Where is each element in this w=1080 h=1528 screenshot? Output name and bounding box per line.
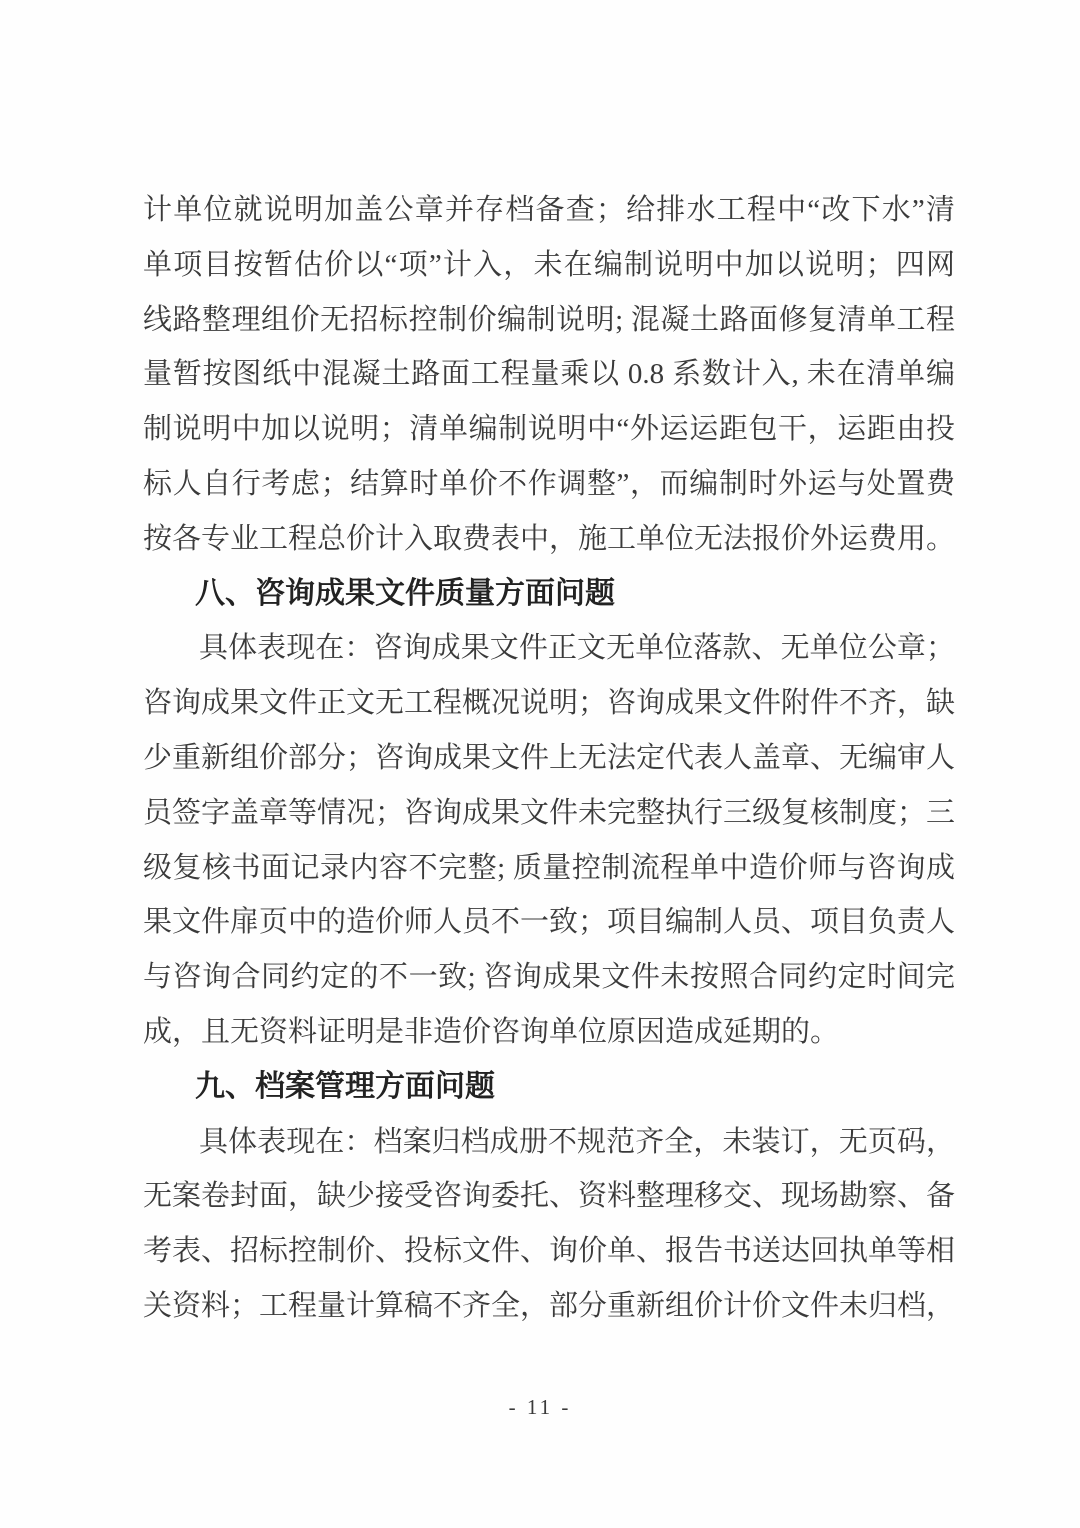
body-line: 果文件扉页中的造价师人员不一致；项目编制人员、项目负责人 <box>143 906 956 939</box>
body-line: 标人自行考虑；结算时单价不作调整”，而编制时外运与处置费 <box>143 467 955 500</box>
body-line: 量暂按图纸中混凝土路面工程量乘以 0.8 系数计入, 未在清单编 <box>143 358 955 391</box>
body-line: 线路整理组价无招标控制价编制说明; 混凝土路面修复清单工程 <box>143 303 955 336</box>
body-line: 级复核书面记录内容不完整; 质量控制流程单中造价师与咨询成 <box>143 851 955 884</box>
body-line: 少重新组价部分；咨询成果文件上无法定代表人盖章、无编审人 <box>143 741 956 774</box>
document-body <box>143 183 955 1334</box>
body-line: 成，且无资料证明是非造价咨询单位原因造成延期的。 <box>143 1015 840 1048</box>
page-number: - 11 - <box>508 1395 572 1419</box>
body-line: 制说明中加以说明；清单编制说明中“外运运距包干，运距由投 <box>143 413 955 446</box>
body-line: 具体表现在：档案归档成册不规范齐全，未装订，无页码， <box>199 1125 955 1158</box>
body-line: 员签字盖章等情况；咨询成果文件未完整执行三级复核制度；三 <box>143 796 956 829</box>
body-line: 具体表现在：咨询成果文件正文无单位落款、无单位公章； <box>199 632 955 665</box>
section-heading-8: 八、咨询成果文件质量方面问题 <box>195 576 615 610</box>
body-line: 与咨询合同约定的不一致; 咨询成果文件未按照合同约定时间完 <box>143 961 955 994</box>
body-line: 考表、招标控制价、投标文件、询价单、报告书送达回执单等相 <box>143 1235 956 1268</box>
section-heading-9: 九、档案管理方面问题 <box>195 1069 495 1103</box>
body-line: 单项目按暂估价以“项”计入，未在编制说明中加以说明；四网 <box>143 248 955 281</box>
body-line: 计单位就说明加盖公章并存档备查；给排水工程中“改下水”清 <box>143 194 955 226</box>
body-line: 咨询成果文件正文无工程概况说明；咨询成果文件附件不齐，缺 <box>143 687 956 720</box>
body-line: 按各专业工程总价计入取费表中，施工单位无法报价外运费用。 <box>143 522 956 555</box>
body-line: 关资料；工程量计算稿不齐全，部分重新组价计价文件未归档， <box>143 1289 956 1322</box>
body-line: 无案卷封面，缺少接受咨询委托、资料整理移交、现场勘察、备 <box>143 1180 956 1213</box>
